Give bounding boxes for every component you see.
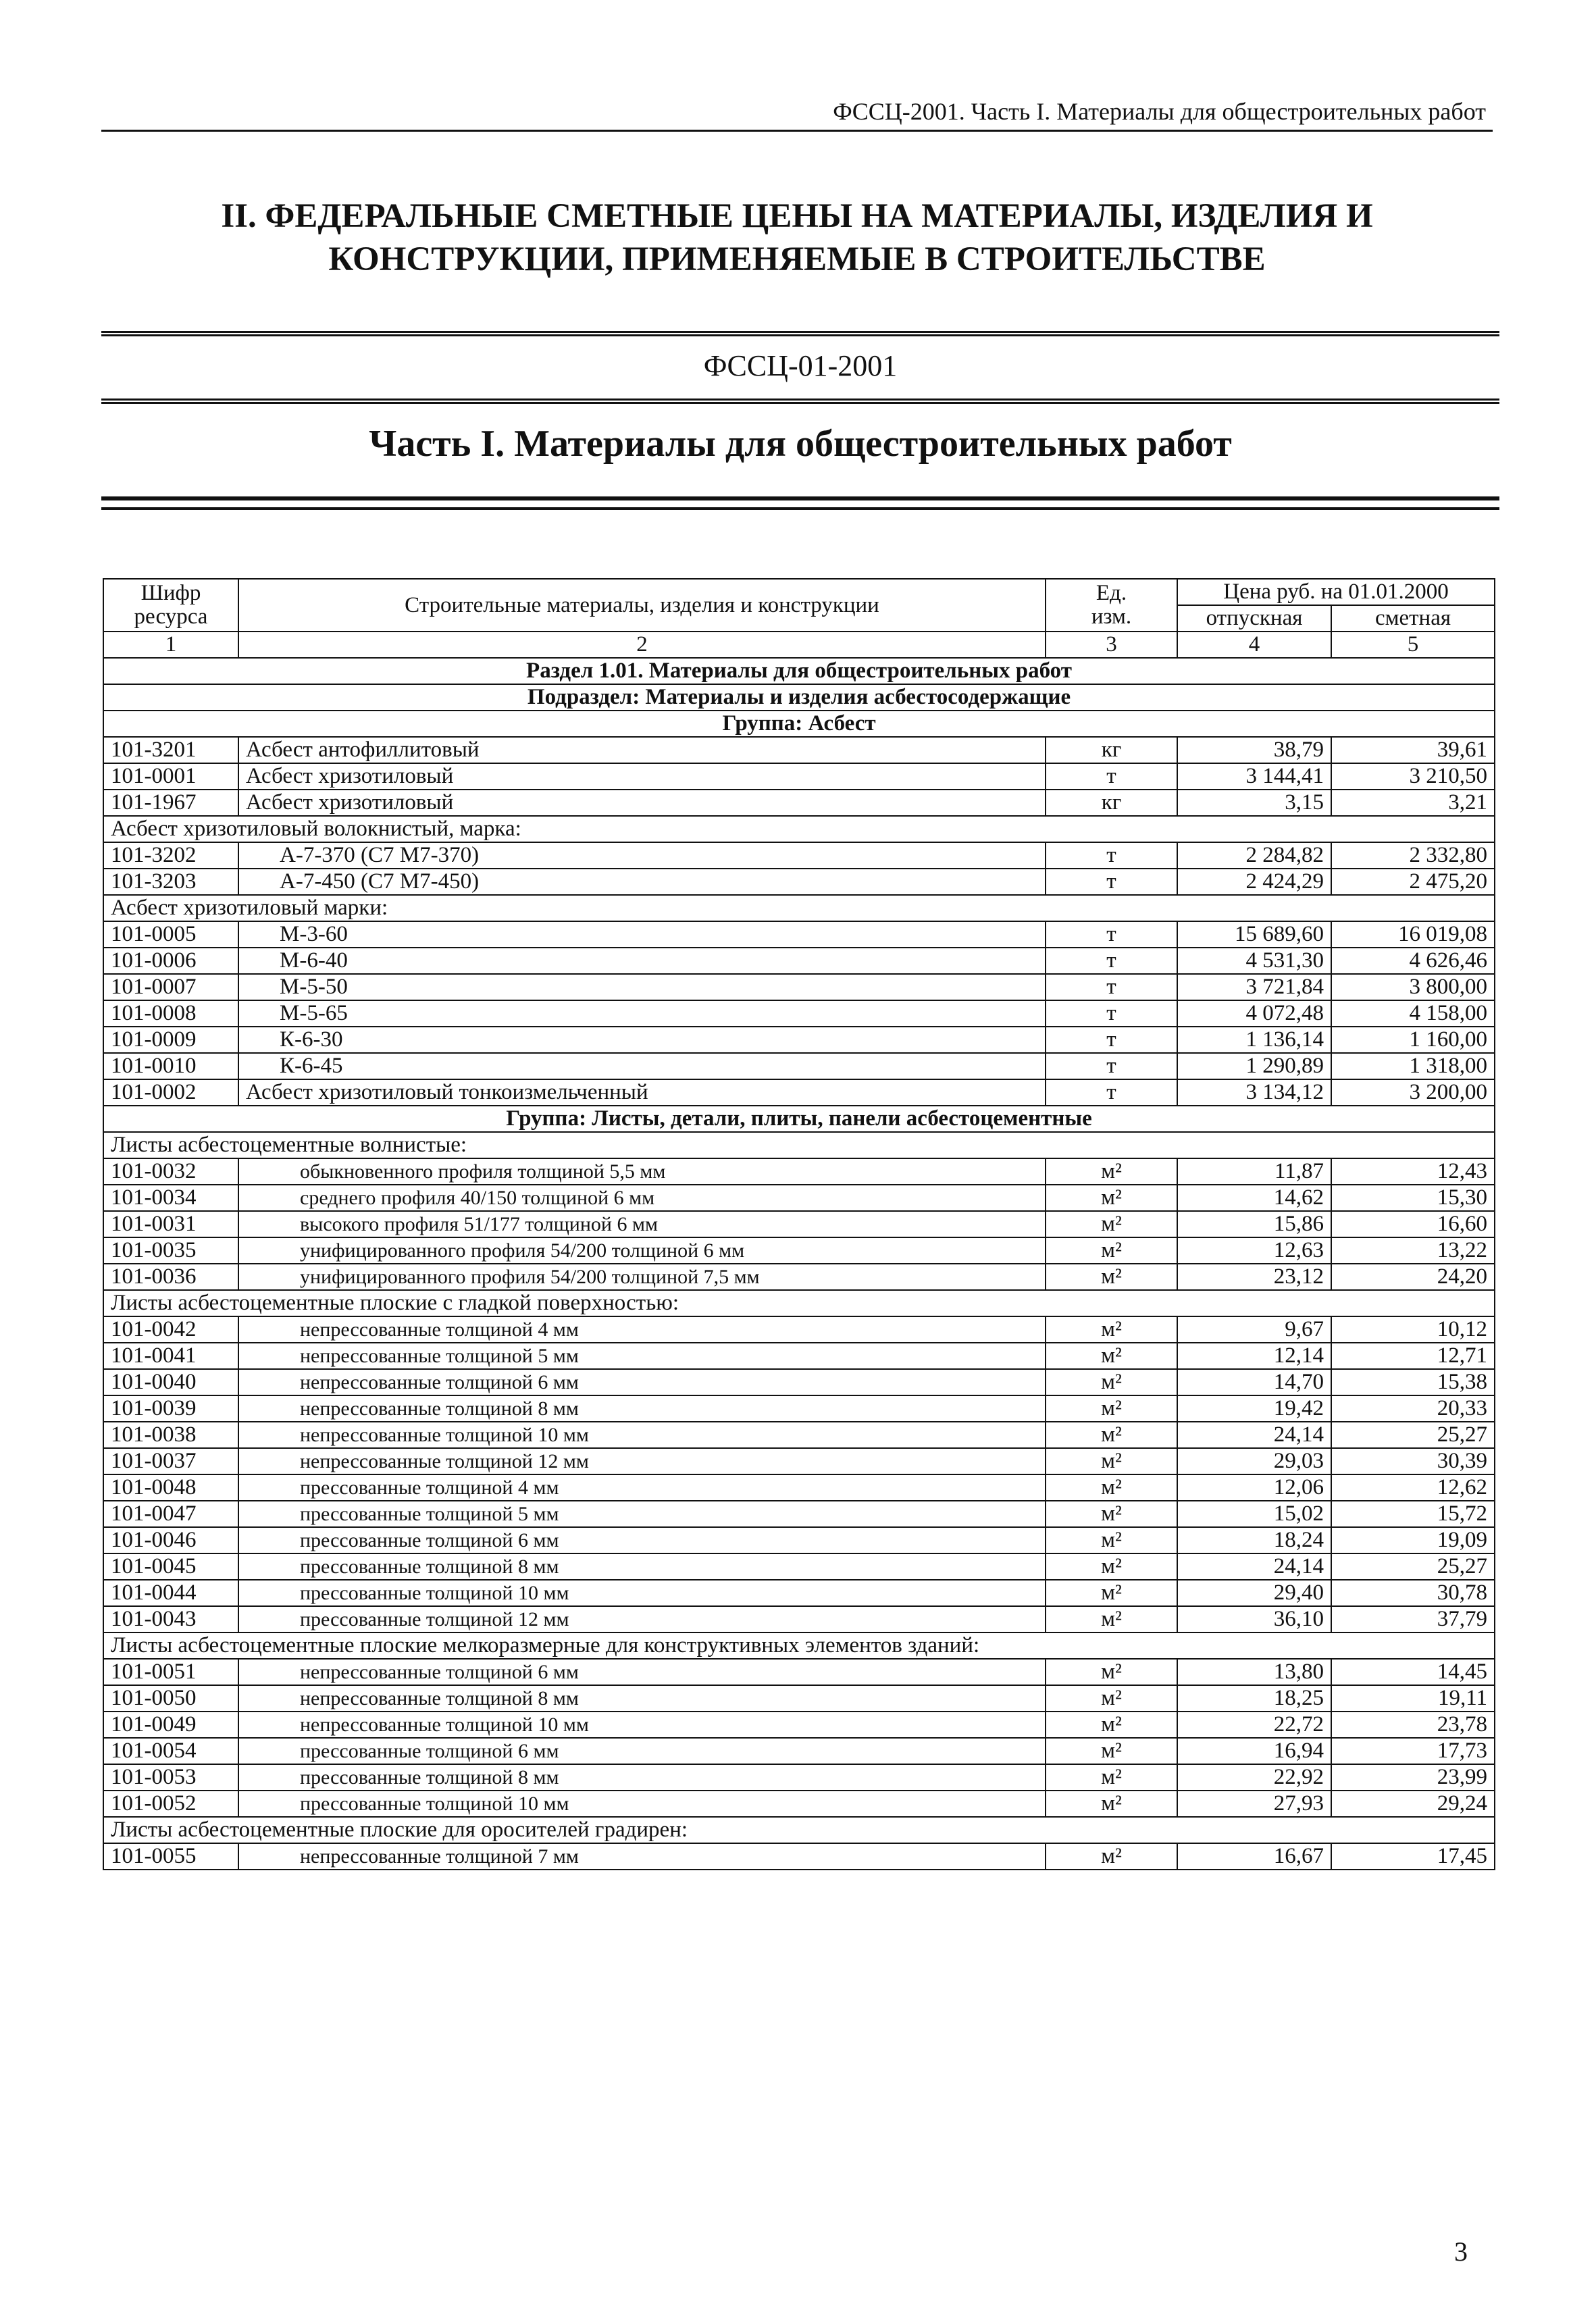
release-price: 12,06 [1177, 1474, 1331, 1501]
material-name: А-7-450 (С7 М7-450) [238, 869, 1046, 895]
unit: т [1046, 1000, 1177, 1027]
estimate-price: 15,38 [1331, 1369, 1495, 1395]
material-name: унифицированного профиля 54/200 толщиной 6 мм [238, 1237, 1046, 1264]
estimate-price: 23,99 [1331, 1764, 1495, 1791]
estimate-price: 12,62 [1331, 1474, 1495, 1501]
resource-code: 101-0043 [103, 1606, 238, 1632]
release-price: 4 072,48 [1177, 1000, 1331, 1027]
table-row [103, 1738, 1495, 1764]
material-name: прессованные толщиной 10 мм [238, 1580, 1046, 1606]
resource-code: 101-0049 [103, 1712, 238, 1738]
table-row [103, 737, 1495, 763]
estimate-price: 13,22 [1331, 1237, 1495, 1264]
unit: м² [1046, 1606, 1177, 1632]
material-name: унифицированного профиля 54/200 толщиной 7,5 мм [238, 1264, 1046, 1290]
estimate-price: 29,24 [1331, 1791, 1495, 1817]
main-title-line-1: II. ФЕДЕРАЛЬНЫЕ СМЕТНЫЕ ЦЕНЫ НА МАТЕРИАЛЫ, ИЗДЕЛИЯ И [221, 197, 1373, 235]
header-price: Цена руб. на 01.01.2000 [1177, 579, 1495, 605]
unit: м² [1046, 1211, 1177, 1237]
estimate-price: 4 158,00 [1331, 1000, 1495, 1027]
table-row [103, 1606, 1495, 1632]
subsection-title-text: Подраздел: Материалы и изделия асбестосодержащие [103, 684, 1495, 711]
estimate-price: 25,27 [1331, 1422, 1495, 1448]
material-name: непрессованные толщиной 4 мм [238, 1316, 1046, 1343]
resource-code: 101-0036 [103, 1264, 238, 1290]
release-price: 13,80 [1177, 1659, 1331, 1685]
release-price: 12,14 [1177, 1343, 1331, 1369]
unit: м² [1046, 1395, 1177, 1422]
table-row [103, 869, 1495, 895]
sublabel [103, 1132, 1495, 1158]
table-row [103, 1158, 1495, 1185]
estimate-price: 20,33 [1331, 1395, 1495, 1422]
resource-code: 101-0007 [103, 974, 238, 1000]
unit: м² [1046, 1685, 1177, 1712]
material-name: непрессованные толщиной 5 мм [238, 1343, 1046, 1369]
unit: т [1046, 921, 1177, 948]
resource-code: 101-0045 [103, 1553, 238, 1580]
material-name: Асбест хризотиловый [238, 790, 1046, 816]
page-number: 3 [1454, 2236, 1468, 2267]
resource-code: 101-0008 [103, 1000, 238, 1027]
resource-code: 101-0039 [103, 1395, 238, 1422]
estimate-price: 24,20 [1331, 1264, 1495, 1290]
unit: т [1046, 948, 1177, 974]
release-price: 29,03 [1177, 1448, 1331, 1474]
table-row [103, 921, 1495, 948]
main-title [101, 195, 1493, 281]
material-name: прессованные толщиной 6 мм [238, 1738, 1046, 1764]
table-row [103, 1553, 1495, 1580]
release-price: 22,72 [1177, 1712, 1331, 1738]
estimate-price: 4 626,46 [1331, 948, 1495, 974]
table-row [103, 1764, 1495, 1791]
estimate-price: 1 318,00 [1331, 1053, 1495, 1079]
unit: м² [1046, 1501, 1177, 1527]
estimate-price: 19,11 [1331, 1685, 1495, 1712]
estimate-price: 3 210,50 [1331, 763, 1495, 790]
estimate-price: 37,79 [1331, 1606, 1495, 1632]
header-num-5: 5 [1331, 632, 1495, 658]
resource-code: 101-0048 [103, 1474, 238, 1501]
header-num-4: 4 [1177, 632, 1331, 658]
estimate-price: 10,12 [1331, 1316, 1495, 1343]
resource-code: 101-1967 [103, 790, 238, 816]
table-row [103, 1000, 1495, 1027]
material-name: среднего профиля 40/150 толщиной 6 мм [238, 1185, 1046, 1211]
material-name: обыкновенного профиля толщиной 5,5 мм [238, 1158, 1046, 1185]
estimate-price: 2 475,20 [1331, 869, 1495, 895]
release-price: 16,94 [1177, 1738, 1331, 1764]
header-number-row [103, 632, 1495, 658]
table-row [103, 974, 1495, 1000]
unit: м² [1046, 1553, 1177, 1580]
table-row [103, 1527, 1495, 1553]
unit: т [1046, 763, 1177, 790]
table-row [103, 1079, 1495, 1106]
header-code-line-2: ресурса [134, 605, 208, 629]
header-unit-line-1: Ед. [1096, 581, 1127, 605]
resource-code: 101-0034 [103, 1185, 238, 1211]
release-price: 22,92 [1177, 1764, 1331, 1791]
table-row [103, 948, 1495, 974]
estimate-price: 15,72 [1331, 1501, 1495, 1527]
group-title-text: Группа: Асбест [103, 711, 1495, 737]
code-band [101, 331, 1499, 404]
resource-code: 101-0037 [103, 1448, 238, 1474]
sublabel [103, 816, 1495, 842]
running-title: ФССЦ-2001. Часть I. Материалы для общестроительных работ [833, 98, 1486, 125]
estimate-price: 30,39 [1331, 1448, 1495, 1474]
release-price: 11,87 [1177, 1158, 1331, 1185]
section-title-text: Раздел 1.01. Материалы для общестроительных работ [103, 658, 1495, 684]
header-code-line-1: Шифр [140, 581, 201, 605]
resource-code: 101-0002 [103, 1079, 238, 1106]
resource-code: 101-0032 [103, 1158, 238, 1185]
estimate-price: 14,45 [1331, 1659, 1495, 1685]
estimate-price: 23,78 [1331, 1712, 1495, 1738]
material-name: непрессованные толщиной 10 мм [238, 1422, 1046, 1448]
material-name: Асбест хризотиловый [238, 763, 1046, 790]
estimate-price: 3,21 [1331, 790, 1495, 816]
header-num-1: 1 [103, 632, 238, 658]
table-row [103, 1211, 1495, 1237]
release-price: 29,40 [1177, 1580, 1331, 1606]
resource-code: 101-0047 [103, 1501, 238, 1527]
release-price: 36,10 [1177, 1606, 1331, 1632]
sublabel [103, 1632, 1495, 1659]
price-table [103, 578, 1495, 1870]
estimate-price: 12,71 [1331, 1343, 1495, 1369]
material-name: непрессованные толщиной 7 мм [238, 1843, 1046, 1870]
release-price: 23,12 [1177, 1264, 1331, 1290]
resource-code: 101-0055 [103, 1843, 238, 1870]
release-price: 27,93 [1177, 1791, 1331, 1817]
header-unit [1046, 579, 1177, 632]
unit: м² [1046, 1843, 1177, 1870]
release-price: 16,67 [1177, 1843, 1331, 1870]
header-num-3: 3 [1046, 632, 1177, 658]
material-name: прессованные толщиной 4 мм [238, 1474, 1046, 1501]
release-price: 3 144,41 [1177, 763, 1331, 790]
material-name: Асбест антофиллитовый [238, 737, 1046, 763]
table-row [103, 1053, 1495, 1079]
table-row [103, 1237, 1495, 1264]
resource-code: 101-0044 [103, 1580, 238, 1606]
unit: т [1046, 1027, 1177, 1053]
section-title [103, 658, 1495, 684]
sublabel-text: Асбест хризотиловый марки: [103, 895, 1495, 921]
unit: м² [1046, 1580, 1177, 1606]
table-row [103, 1369, 1495, 1395]
sublabel-text: Листы асбестоцементные плоские для оросителей градирен: [103, 1817, 1495, 1843]
resource-code: 101-0031 [103, 1211, 238, 1237]
resource-code: 101-0005 [103, 921, 238, 948]
resource-code: 101-3203 [103, 869, 238, 895]
release-price: 18,24 [1177, 1527, 1331, 1553]
header-release: отпускная [1177, 605, 1331, 632]
table-row [103, 1501, 1495, 1527]
table-row [103, 1580, 1495, 1606]
header-estimate: сметная [1331, 605, 1495, 632]
release-price: 3,15 [1177, 790, 1331, 816]
material-name: непрессованные толщиной 8 мм [238, 1395, 1046, 1422]
release-price: 2 424,29 [1177, 869, 1331, 895]
unit: м² [1046, 1448, 1177, 1474]
table-row [103, 790, 1495, 816]
unit: м² [1046, 1264, 1177, 1290]
estimate-price: 3 200,00 [1331, 1079, 1495, 1106]
material-name: прессованные толщиной 12 мм [238, 1606, 1046, 1632]
sublabel [103, 1290, 1495, 1316]
group-title-text: Группа: Листы, детали, плиты, панели асбестоцементные [103, 1106, 1495, 1132]
resource-code: 101-3202 [103, 842, 238, 869]
unit: т [1046, 842, 1177, 869]
release-price: 4 531,30 [1177, 948, 1331, 974]
sublabel-text: Асбест хризотиловый волокнистый, марка: [103, 816, 1495, 842]
resource-code: 101-0006 [103, 948, 238, 974]
release-price: 15,02 [1177, 1501, 1331, 1527]
unit: м² [1046, 1527, 1177, 1553]
unit: м² [1046, 1185, 1177, 1211]
sublabel [103, 1817, 1495, 1843]
table-row [103, 1185, 1495, 1211]
unit: м² [1046, 1659, 1177, 1685]
resource-code: 101-0038 [103, 1422, 238, 1448]
release-price: 1 136,14 [1177, 1027, 1331, 1053]
unit: т [1046, 1053, 1177, 1079]
material-name: М-6-40 [238, 948, 1046, 974]
price-table-body [103, 579, 1495, 1870]
part-title: Часть I. Материалы для общестроительных работ [369, 423, 1232, 465]
estimate-price: 15,30 [1331, 1185, 1495, 1211]
header-num-2: 2 [238, 632, 1046, 658]
estimate-price: 1 160,00 [1331, 1027, 1495, 1053]
table-row [103, 1474, 1495, 1501]
release-price: 18,25 [1177, 1685, 1331, 1712]
release-price: 12,63 [1177, 1237, 1331, 1264]
group-title [103, 1106, 1495, 1132]
material-name: непрессованные толщиной 12 мм [238, 1448, 1046, 1474]
material-name: Асбест хризотиловый тонкоизмельченный [238, 1079, 1046, 1106]
table-row [103, 1422, 1495, 1448]
table-row [103, 842, 1495, 869]
estimate-price: 30,78 [1331, 1580, 1495, 1606]
material-name: непрессованные толщиной 6 мм [238, 1369, 1046, 1395]
release-price: 15 689,60 [1177, 921, 1331, 948]
unit: м² [1046, 1712, 1177, 1738]
material-name: прессованные толщиной 6 мм [238, 1527, 1046, 1553]
resource-code: 101-0053 [103, 1764, 238, 1791]
release-price: 15,86 [1177, 1211, 1331, 1237]
material-name: непрессованные толщиной 10 мм [238, 1712, 1046, 1738]
table-row [103, 1448, 1495, 1474]
material-name: прессованные толщиной 8 мм [238, 1764, 1046, 1791]
part-title-rule [101, 496, 1499, 510]
table-row [103, 1685, 1495, 1712]
estimate-price: 39,61 [1331, 737, 1495, 763]
sublabel-text: Листы асбестоцементные плоские с гладкой поверхностью: [103, 1290, 1495, 1316]
sublabel-text: Листы асбестоцементные волнистые: [103, 1132, 1495, 1158]
resource-code: 101-0040 [103, 1369, 238, 1395]
unit: м² [1046, 1343, 1177, 1369]
material-name: М-5-50 [238, 974, 1046, 1000]
running-header [101, 96, 1493, 132]
resource-code: 101-0052 [103, 1791, 238, 1817]
material-name: К-6-30 [238, 1027, 1046, 1053]
estimate-price: 17,45 [1331, 1843, 1495, 1870]
estimate-price: 16 019,08 [1331, 921, 1495, 948]
release-price: 9,67 [1177, 1316, 1331, 1343]
header-row [103, 579, 1495, 605]
resource-code: 101-0050 [103, 1685, 238, 1712]
resource-code: 101-0051 [103, 1659, 238, 1685]
estimate-price: 25,27 [1331, 1553, 1495, 1580]
resource-code: 101-0046 [103, 1527, 238, 1553]
estimate-price: 17,73 [1331, 1738, 1495, 1764]
resource-code: 101-0001 [103, 763, 238, 790]
table-row [103, 1791, 1495, 1817]
unit: т [1046, 1079, 1177, 1106]
release-price: 2 284,82 [1177, 842, 1331, 869]
header-code [103, 579, 238, 632]
unit: м² [1046, 1764, 1177, 1791]
table-row [103, 1395, 1495, 1422]
release-price: 24,14 [1177, 1422, 1331, 1448]
table-row [103, 1712, 1495, 1738]
material-name: прессованные толщиной 10 мм [238, 1791, 1046, 1817]
resource-code: 101-0010 [103, 1053, 238, 1079]
table-row [103, 1659, 1495, 1685]
material-name: непрессованные толщиной 6 мм [238, 1659, 1046, 1685]
table-row [103, 763, 1495, 790]
unit: т [1046, 869, 1177, 895]
table-row [103, 1264, 1495, 1290]
estimate-price: 19,09 [1331, 1527, 1495, 1553]
release-price: 1 290,89 [1177, 1053, 1331, 1079]
estimate-price: 16,60 [1331, 1211, 1495, 1237]
group-title [103, 711, 1495, 737]
unit: кг [1046, 737, 1177, 763]
subsection-title [103, 684, 1495, 711]
resource-code: 101-0041 [103, 1343, 238, 1369]
table-row [103, 1843, 1495, 1870]
sublabel [103, 895, 1495, 921]
unit: м² [1046, 1738, 1177, 1764]
material-name: непрессованные толщиной 8 мм [238, 1685, 1046, 1712]
resource-code: 101-3201 [103, 737, 238, 763]
resource-code: 101-0042 [103, 1316, 238, 1343]
unit: т [1046, 974, 1177, 1000]
table-row [103, 1343, 1495, 1369]
header-unit-line-2: изм. [1091, 605, 1132, 629]
release-price: 14,70 [1177, 1369, 1331, 1395]
document-code: ФССЦ-01-2001 [703, 349, 898, 382]
material-name: М-5-65 [238, 1000, 1046, 1027]
estimate-price: 12,43 [1331, 1158, 1495, 1185]
release-price: 19,42 [1177, 1395, 1331, 1422]
resource-code: 101-0035 [103, 1237, 238, 1264]
material-name: К-6-45 [238, 1053, 1046, 1079]
table-row [103, 1316, 1495, 1343]
release-price: 38,79 [1177, 737, 1331, 763]
release-price: 24,14 [1177, 1553, 1331, 1580]
material-name: М-3-60 [238, 921, 1046, 948]
unit: м² [1046, 1474, 1177, 1501]
unit: кг [1046, 790, 1177, 816]
estimate-price: 2 332,80 [1331, 842, 1495, 869]
unit: м² [1046, 1422, 1177, 1448]
resource-code: 101-0009 [103, 1027, 238, 1053]
sublabel-text: Листы асбестоцементные плоские мелкоразмерные для конструктивных элементов зданий: [103, 1632, 1495, 1659]
material-name: А-7-370 (С7 М7-370) [238, 842, 1046, 869]
main-title-line-2: КОНСТРУКЦИИ, ПРИМЕНЯЕМЫЕ В СТРОИТЕЛЬСТВЕ [328, 240, 1266, 278]
resource-code: 101-0054 [103, 1738, 238, 1764]
release-price: 3 721,84 [1177, 974, 1331, 1000]
release-price: 14,62 [1177, 1185, 1331, 1211]
unit: м² [1046, 1158, 1177, 1185]
unit: м² [1046, 1316, 1177, 1343]
table-row [103, 1027, 1495, 1053]
unit: м² [1046, 1369, 1177, 1395]
estimate-price: 3 800,00 [1331, 974, 1495, 1000]
material-name: высокого профиля 51/177 толщиной 6 мм [238, 1211, 1046, 1237]
unit: м² [1046, 1791, 1177, 1817]
material-name: прессованные толщиной 8 мм [238, 1553, 1046, 1580]
header-name: Строительные материалы, изделия и конструкции [238, 579, 1046, 632]
material-name: прессованные толщиной 5 мм [238, 1501, 1046, 1527]
release-price: 3 134,12 [1177, 1079, 1331, 1106]
unit: м² [1046, 1237, 1177, 1264]
